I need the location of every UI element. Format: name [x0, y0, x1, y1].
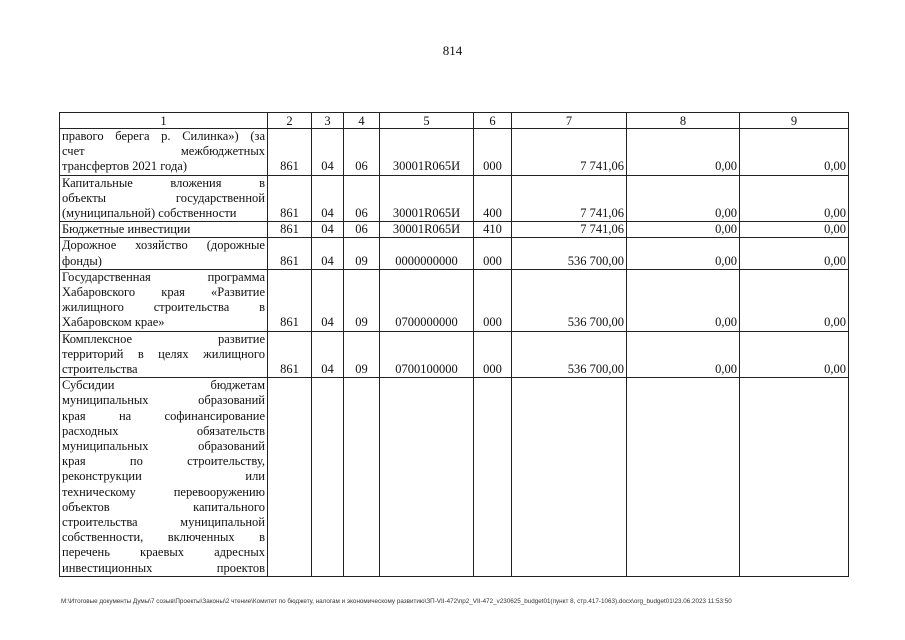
cell-c3: 04: [312, 222, 344, 238]
cell-c8: 0,00: [627, 269, 740, 331]
table-row: [60, 175, 849, 222]
header-cell: 1: [60, 113, 268, 129]
cell-c6: 000: [474, 238, 512, 269]
row-name-cell: [60, 331, 268, 378]
budget-table: [59, 112, 849, 577]
cell-c3: [312, 378, 344, 577]
cell-c5: 30001R065И: [380, 222, 474, 238]
row-name-line: жилищного строительства в: [62, 300, 265, 315]
header-cell: 3: [312, 113, 344, 129]
row-name-line: объектов капитального: [62, 499, 265, 514]
cell-c9: 0,00: [740, 331, 849, 378]
cell-c2: 861: [268, 331, 312, 378]
table-row: [60, 378, 849, 577]
cell-c8: 0,00: [627, 238, 740, 269]
page-number: 814: [442, 43, 463, 58]
row-name-line: края по строительству,: [62, 454, 265, 469]
cell-c9: 0,00: [740, 175, 849, 222]
cell-c6: 000: [474, 269, 512, 331]
cell-c3: 04: [312, 331, 344, 378]
header-cell: 5: [380, 113, 474, 129]
header-cell: 4: [344, 113, 380, 129]
cell-c5: [380, 378, 474, 577]
row-name-line: (муниципальной) собственности: [62, 206, 237, 221]
cell-c7: 536 700,00: [512, 238, 627, 269]
row-name-line: собственности, включенных в: [62, 530, 265, 545]
cell-c7: 536 700,00: [512, 269, 627, 331]
row-name-line: расходных обязательств: [62, 423, 265, 438]
cell-c9: 0,00: [740, 129, 849, 176]
cell-c8: 0,00: [627, 129, 740, 176]
row-name-line: муниципальных образований: [62, 439, 265, 454]
cell-c2: 861: [268, 222, 312, 238]
header-row: [60, 113, 849, 129]
row-name-line: строительства: [62, 362, 138, 377]
cell-c8: 0,00: [627, 222, 740, 238]
table-row: [60, 238, 849, 269]
cell-c2: 861: [268, 269, 312, 331]
cell-c9: [740, 378, 849, 577]
cell-c5: 30001R065И: [380, 175, 474, 222]
cell-c7: 7 741,06: [512, 129, 627, 176]
row-name-cell: [60, 222, 268, 238]
cell-c7: [512, 378, 627, 577]
row-name-line: трансфертов 2021 года): [62, 159, 188, 174]
cell-c8: 0,00: [627, 331, 740, 378]
row-name-cell: [60, 378, 268, 577]
cell-c2: 861: [268, 238, 312, 269]
cell-c7: 536 700,00: [512, 331, 627, 378]
cell-c4: 09: [344, 331, 380, 378]
cell-c7: 7 741,06: [512, 222, 627, 238]
header-cell: 7: [512, 113, 627, 129]
cell-c8: 0,00: [627, 175, 740, 222]
cell-c9: 0,00: [740, 222, 849, 238]
cell-c4: 06: [344, 175, 380, 222]
table-row: [60, 269, 849, 331]
row-name-cell: [60, 238, 268, 269]
cell-c3: 04: [312, 129, 344, 176]
cell-c6: 400: [474, 175, 512, 222]
cell-c6: 000: [474, 129, 512, 176]
row-name-line: Капитальные вложения в: [62, 175, 265, 190]
cell-c5: 0700000000: [380, 269, 474, 331]
row-name-cell: [60, 129, 268, 176]
cell-c2: [268, 378, 312, 577]
cell-c8: [627, 378, 740, 577]
table-row: [60, 331, 849, 378]
row-name-line: Комплексное развитие: [62, 331, 265, 346]
cell-c5: 0000000000: [380, 238, 474, 269]
cell-c4: 09: [344, 238, 380, 269]
cell-c3: 04: [312, 269, 344, 331]
row-name-line: Государственная программа: [62, 269, 265, 284]
cell-c5: 0700100000: [380, 331, 474, 378]
row-name-line: Бюджетные инвестиции: [62, 222, 191, 237]
cell-c4: 09: [344, 269, 380, 331]
cell-c6: 410: [474, 222, 512, 238]
cell-c6: 000: [474, 331, 512, 378]
cell-c5: 30001R065И: [380, 129, 474, 176]
cell-c3: 04: [312, 175, 344, 222]
cell-c2: 861: [268, 129, 312, 176]
row-name-cell: [60, 175, 268, 222]
row-name-line: Хабаровском крае»: [62, 315, 165, 330]
row-name-line: муниципальных образований: [62, 393, 265, 408]
row-name-line: Дорожное хозяйство (дорожные: [62, 238, 265, 253]
header-cell: 8: [627, 113, 740, 129]
row-name-line: объекты государственной: [62, 190, 265, 205]
row-name-line: строительства муниципальной: [62, 515, 265, 530]
cell-c9: 0,00: [740, 238, 849, 269]
row-name-line: края на софинансирование: [62, 408, 265, 423]
document-path-footer: М:\Итоговые документы Думы\7 созыв\Проекты\Законы\2 чтение\Комитет по бюджету, налогам и экономическому развитию\ЗП-VII-472\пр2_VII-472_v230625_budget01(пункт 8, стр.417-1063).docx\org_budget01\23.06.2023 11:53:50: [61, 598, 732, 605]
cell-c4: 06: [344, 222, 380, 238]
row-name-line: Субсидии бюджетам: [62, 378, 265, 393]
row-name-line: фонды): [62, 253, 102, 268]
header-cell: 6: [474, 113, 512, 129]
row-name-line: перечень краевых адресных: [62, 545, 265, 560]
header-cell: 2: [268, 113, 312, 129]
cell-c9: 0,00: [740, 269, 849, 331]
table-row: [60, 129, 849, 176]
header-cell: 9: [740, 113, 849, 129]
cell-c7: 7 741,06: [512, 175, 627, 222]
cell-c4: 06: [344, 129, 380, 176]
cell-c4: [344, 378, 380, 577]
row-name-line: счет межбюджетных: [62, 144, 265, 159]
row-name-cell: [60, 269, 268, 331]
row-name-line: правого берега р. Силинка») (за: [62, 129, 265, 143]
cell-c6: [474, 378, 512, 577]
row-name-line: инвестиционных проектов: [62, 560, 265, 575]
cell-c2: 861: [268, 175, 312, 222]
row-name-line: Хабаровского края «Развитие: [62, 285, 265, 300]
row-name-line: реконструкции или: [62, 469, 265, 484]
row-name-line: территорий в целях жилищного: [62, 346, 265, 361]
row-name-line: техническому перевооружению: [62, 484, 265, 499]
cell-c3: 04: [312, 238, 344, 269]
table-row: [60, 222, 849, 238]
